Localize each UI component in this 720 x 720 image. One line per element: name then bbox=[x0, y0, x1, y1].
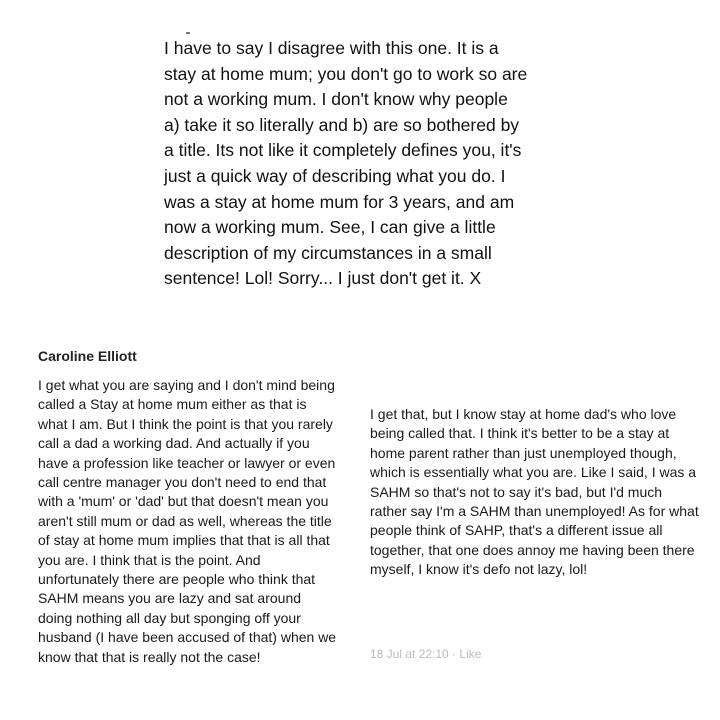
timestamp-text: 18 Jul at 22:10 · Like bbox=[370, 647, 482, 661]
comment-text-left: I get what you are saying and I don't mind being called a Stay at home mum either as that is what I am. But I think the point is that you rarely call a dad a working dad. And actually if you have a profession like teacher or lawyer or even call centre manager you don't need to end that with a 'mum' or 'dad' but that doesn't mean you aren't still mum or dad as well, whereas the title of stay at home mum implies that that is all that you are. I think that is the point. And unfortunately there are people who think that SAHM means you are lazy and sat around doing nothing all day but sponging off your husband (I have been accused of that) when we know that that is really not the case! bbox=[38, 377, 337, 665]
author-name-text: Caroline Elliott bbox=[38, 348, 137, 364]
comment-author-name[interactable] bbox=[38, 348, 228, 367]
comment-text-top: I have to say I disagree with this one. It is a stay at home mum; you don't go to work so are not a working mum. I don't know why people a) take it so literally and b) are so bothered by a title. Its not like it completely defines you, it's just a quick way of describing what you do. I was a stay at home mum for 3 years, and am now a working mum. See, I can give a little description of my circumstances in a small sentence! Lol! Sorry... I just don't get it. X bbox=[164, 38, 528, 289]
comment-timestamp bbox=[370, 646, 530, 661]
cropped-author-name bbox=[164, 26, 224, 34]
comment-text-right: I get that, but I know stay at home dad's who love being called that. I think it's better to be a stay at home parent rather than just unemployed though, which is essentially what you are. Like I said, I was a SAHM so that's not to say it's bad, but I'd much rather say I'm a SAHM than unemployed! As for what people think of SAHP, that's a different issue all together, that one does annoy me having been there myself, I know it's defo not lazy, lol! bbox=[370, 406, 699, 578]
